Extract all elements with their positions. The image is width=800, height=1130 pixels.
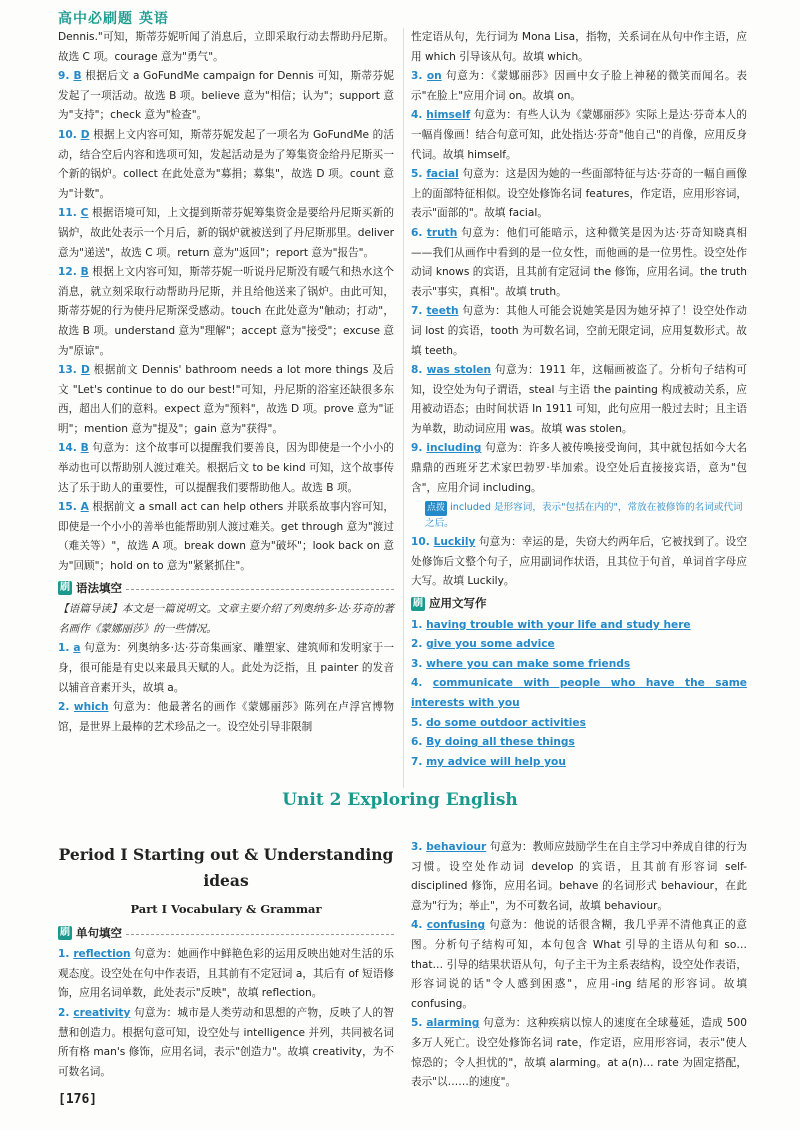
writing-item [411,674,747,713]
continued-paragraph: 性定语从句，先行词为 Mona Lisa，指物，关系词在从句中作主语，应用 which 引导该从句。故填 which。 [411,31,747,63]
explanation-text: 句意为：这种疾病以惊人的速度在全球蔓延，造成 500 多万人死亡。设空处修饰名词 rate，作定语，应用形容词，表示"使人惊恐的；令人担忧的"，故填 alarming。at a(n)… rate 为固定搭配，表示"以……的速度"。 [411,1017,747,1089]
writing-answer: communicate with people who have the same interests with you [411,677,747,709]
explanation-text: 句意为：这个故事可以提醒我们要善良，因为即使是一个小小的举动也可以帮助别人渡过难关。根据后文 to be kind 可知，这个故事传达了乐于助人的重要性，可以提醒我们要帮助他人。故选 B 项。 [58,442,394,494]
tip-icon: 点拨 [425,501,447,516]
answer-key: creativity [73,1006,131,1019]
answer-item [411,106,747,165]
explanation-text: 句意为：教师应鼓励学生在自主学习中养成自律的行为习惯。设空处作动词 develop 的宾语，且其前有形容词 self-disciplined 修饰，应用名词。behave 的名词形式 behaviour，在此意为"行为；举止"，为不可数名词，故填 behaviour。 [411,841,747,912]
explanation-text: 句意为：他最著名的画作《蒙娜丽莎》陈列在卢浮宫博物馆，是世界上最棒的艺术珍品之一。设空处引导非限制 [58,701,394,733]
section-title: 应用文写作 [429,596,487,611]
reading-guide: 【语篇导读】本文是一篇说明文。文章主要介绍了列奥纳多·达·芬奇的著名画作《蒙娜丽莎》的一些情况。 [58,603,394,635]
continued-paragraph: Dennis."可知，斯蒂芬妮听闻了消息后，立即采取行动去帮助丹尼斯。故选 C 项。courage 意为"勇气"。 [58,31,394,63]
explanation-text: 根据语境可知，上文提到斯蒂芬妮筹集资金是要给丹尼斯买新的锅炉，故此处表示一个月后，新的锅炉就被送到了丹尼斯那里。deliver 意为"递送"，故选 C 项。return 意为"返回"；report 意为"报告"。 [58,207,394,259]
answer-key: truth [426,226,458,239]
answer-item [58,67,394,126]
explanation-text: 句意为：列奥纳多·达·芬奇集画家、雕塑家、建筑师和发明家于一身，很可能是有史以来最具天赋的人。此处为泛指，且 painter 的发音以辅音音素开头，故填 a。 [58,642,394,694]
explanation-text: 句意为：《蒙娜丽莎》因画中女子脸上神秘的微笑而闻名。表示"在脸上"应用介词 on。故填 on。 [411,70,747,102]
answer-item [58,361,394,439]
answer-key: was stolen [426,364,492,377]
item-number: 15. [58,501,81,514]
writing-item [411,733,747,753]
left-column [58,28,394,737]
item-number: 5. [411,716,427,729]
writing-item [411,753,747,773]
explanation-text: 根据上文内容可知，斯蒂芬妮一听说丹尼斯没有暖气和热水这个消息，就立刻采取行动帮助丹尼斯，并且给他送来了锅炉。由此可知，斯蒂芬妮的行为使丹尼斯深受感动。touch 在此处意为"触动；打动"，故选 B 项。understand 意为"理解"；accept 意为"接受"；excuse 意为"原谅"。 [58,266,394,357]
grammar-answer-list [58,639,394,737]
explanation-text: 根据上文内容可知，斯蒂芬妮发起了一项名为 GoFundMe 的活动，结合空后内容和选项可知，发起活动是为了筹集资金给丹尼斯买一个新的锅炉。collect 在此处意为"募捐；募集"，故选 D 项。count 意为"计数"。 [58,128,394,200]
answer-key: a [73,642,81,655]
item-number: 6. [411,226,427,239]
answer-list [411,67,747,498]
writing-item [411,655,747,675]
item-number: 13. [58,364,81,377]
brush-icon: 刷 [60,927,70,939]
answer-item [58,439,394,498]
item-number: 9. [411,442,427,455]
answer-item [58,1004,394,1082]
answer-key: which [73,701,109,714]
answer-item [411,838,747,916]
item-number: 8. [411,364,427,377]
explanation-text: 根据前文 Dennis' bathroom needs a lot more things 及后文 "Let's continue to do our best!"可知，丹尼斯的浴室还缺很多东西，超出人们的意料。expect 意为"预料"，故选 D 项。prove 意为"证明"；mention 意为"提及"；gain 意为"获得"。 [58,364,394,435]
answer-item [411,302,747,361]
part-title: Part Ⅰ Vocabulary & Grammar [130,902,322,916]
explanation-text: 句意为：他们可能暗示，这种微笑是因为达·芬奇知晓真相——我们从画作中看到的是一位女性，而他画的是一位男性。设空处作动词 knows 的宾语，且其前有定冠词 the 修饰，应用名词。the truth 表示"事实，真相"。故填 truth。 [411,226,748,298]
item-number: 3. [411,841,427,853]
tip-note [411,500,747,531]
answer-key: behaviour [426,841,487,853]
answer-item [411,165,747,224]
answer-key: C [80,207,89,220]
writing-item [411,635,747,655]
answer-item [58,263,394,361]
answer-key: reflection [73,948,131,961]
answer-key: A [80,501,89,514]
lower-right-column [411,838,747,1093]
item-number: 5. [411,1017,427,1030]
answer-item [411,439,747,498]
answer-item [58,698,394,737]
explanation-text: 句意为：城市是人类劳动和思想的产物，反映了人的智慧和创造力。根据句意可知，设空处与 intelligence 并列，共同被名词所有格 man's 修饰，应用名词，表示"创造力"。故填 creativity，为不可数名词。 [58,1006,394,1078]
answer-key: B [80,442,89,455]
unit-title: Unit 2 Exploring English [282,790,518,810]
answer-key: facial [426,168,459,181]
answer-key: D [80,128,90,141]
item-number: 11. [58,207,81,220]
item-number: 6. [411,736,427,749]
answer-key: himself [426,109,471,122]
answer-item [58,204,394,263]
explanation-text: 根据前文 a small act can help others 并联系故事内容可知，即使是一个小小的善举也能帮助别人渡过难关。get through 意为"渡过（难关等）"，故选 A 项。break down 意为"破坏"；look back on 意为"回顾"；hold on to 意为"紧紧抓住"。 [58,501,394,573]
section-header-writing [411,594,747,614]
item-number: 1. [58,642,74,655]
explanation-text: 句意为：其他人可能会说她笑是因为她牙掉了！设空处作动词 lost 的宾语，tooth 为可数名词，空前无限定词，应用复数形式。故填 teeth。 [411,305,747,357]
explanation-text: 句意为：有些人认为《蒙娜丽莎》实际上是达·芬奇本人的一幅肖像画！结合句意可知，此处指达·芬奇"他自己"的肖像，应用反身代词。故填 himself。 [411,109,748,161]
writing-item [411,616,747,636]
column-divider [403,28,404,788]
answer-key: teeth [426,305,459,318]
item-number: 5. [411,168,427,181]
item-number: 9. [58,70,74,83]
item-number: 14. [58,442,81,455]
answer-item [411,533,747,592]
explanation-text: 句意为：1911 年，这幅画被盗了。分析句子结构可知，设空处为句子谓语，steal 与主语 the painting 构成被动关系，应用被动语态；由时间状语 In 1911 可知，此句应用一般过去时；且主语为单数，助动词应用 was。故填 was stolen。 [411,364,747,435]
item-number: 10. [58,128,81,141]
brush-icon: 刷 [60,582,70,594]
right-column [411,28,747,772]
item-number: 1. [411,618,427,631]
answer-key: confusing [426,919,486,932]
writing-answer: give you some advice [426,638,555,651]
writing-answer: having trouble with your life and study here [426,618,691,631]
answer-key: alarming [426,1017,480,1030]
answer-list [58,67,394,576]
item-number: 1. [58,948,74,961]
answer-item [411,361,747,439]
answer-key: B [73,70,82,83]
explanation-text: 句意为：幸运的是，失窃大约两年后，它被找到了。设空处修饰后文整个句子，应用副词作状语，且其位于句首，单词首字母应大写。故填 Luckily。 [411,536,747,588]
answer-item [58,126,394,204]
tip-text: included 是形容词，表示"包括在内的"，常放在被修饰的名词或代词之后。 [425,502,743,530]
fill-answer-list [58,945,394,1082]
answer-key: B [80,266,89,279]
section-header-grammar [58,579,394,599]
dashed-rule [126,934,394,935]
explanation-text: 句意为：这是因为她的一些面部特征与达·芬奇的一幅自画像上的面部特征相似。设空处修饰名词 features，作定语，应用形容词，表示"面部的"。故填 facial。 [411,168,747,220]
brush-icon: 刷 [413,597,423,609]
page-number: [176] [58,1092,98,1107]
item-number: 2. [411,638,427,651]
item-number: 10. [411,536,434,549]
section-title: 单句填空 [76,925,122,940]
section-title: 语法填空 [76,580,122,595]
writing-answer: By doing all these things [426,736,575,749]
writing-answer: do some outdoor activities [426,716,586,729]
writing-item [411,714,747,734]
answer-item [411,916,747,1014]
item-number: 12. [58,266,81,279]
writing-answer: where you can make some friends [426,657,631,670]
explanation-text: 根据后文 a GoFundMe campaign for Dennis 可知，斯蒂芬妮发起了一项活动。故选 B 项。believe 意为"相信；认为"；support 意为"支持"；check 意为"检查"。 [58,70,394,122]
answer-key: D [80,364,90,377]
item-number: 4. [411,109,427,122]
answer-item [411,224,747,302]
answer-key: Luckily [433,536,476,549]
section-header-fill [58,924,394,944]
item-number: 4. [411,677,433,690]
explanation-text: 句意为：他说的话很含糊，我几乎弄不清他真正的意图。分析句子结构可知，本句包含 What 引导的主语从句和 so… that… 引导的结果状语从句，句子主干为主系表结构，设空处作表语，形容词说的话"令人感到困惑"，应用-ing 结尾的形容词。故填 confusing。 [411,919,747,1010]
period-title: Period Ⅰ Starting out & Understanding ideas [58,845,394,890]
answer-item [411,67,747,106]
item-number: 3. [411,70,427,83]
writing-answer-list [411,616,747,773]
fill-answer-list [411,838,747,1093]
item-number: 7. [411,755,427,768]
answer-key: including [426,442,482,455]
item-number: 7. [411,305,427,318]
answer-item [58,639,394,698]
answer-key: on [426,70,442,83]
explanation-text: 句意为：许多人被传唤接受询问，其中就包括如今大名鼎鼎的西班牙艺术家巴勃罗·毕加索。设空处后直接接宾语，意为"包含"，应用介词 including。 [411,442,747,494]
answer-item [58,498,394,576]
answer-item [58,945,394,1004]
dashed-rule [126,589,394,590]
lower-left-column [58,838,394,1082]
item-number: 3. [411,657,427,670]
item-number: 2. [58,701,74,714]
writing-answer: my advice will help you [426,755,566,768]
item-number: 2. [58,1006,74,1019]
answer-item [411,1014,747,1092]
item-number: 4. [411,919,427,932]
running-header: 高中必刷题 英语 [58,11,169,27]
explanation-text: 句意为：她画作中鲜艳色彩的运用反映出她对生活的乐观态度。设空处在句中作表语，且其前有不定冠词 a，其后有 of 短语修饰，应用名词单数，此处表示"反映"，故填 reflection。 [58,948,394,1000]
answer-list [411,533,747,592]
